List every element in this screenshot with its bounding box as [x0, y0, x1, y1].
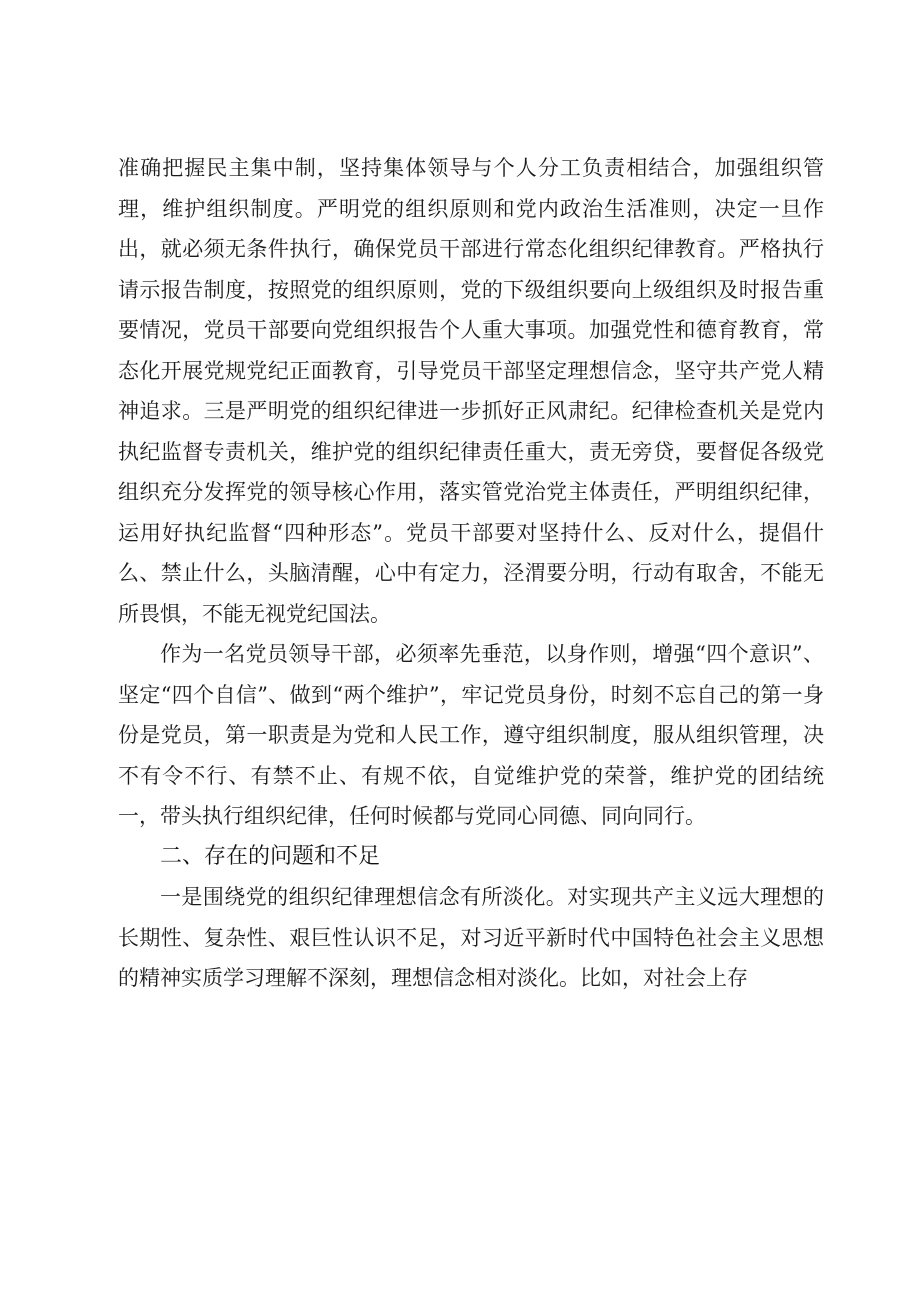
paragraph-party-leader: 作为一名党员领导干部，必须率先垂范，以身作则，增强“四个意识”、坚定“四个自信”、做到“两个维护”，牢记党员身份，时刻不忘自己的第一身份是党员，第一职责是为党和人民工作，遵守组织制度，服从组织管理，决不有令不行、有禁不止、有规不依，自觉维护党的荣誉，维护党的团结统一，带头执行组织纪律，任何时候都与党同心同德、同向同行。	[118, 642, 824, 828]
paragraph-continuation: 准确把握民主集中制，坚持集体领导与个人分工负责相结合，加强组织管理，维护组织制度。严明党的组织原则和党内政治生活准则，决定一旦作出，就必须无条件执行，确保党员干部进行常态化组织纪律教育。严格执行请示报告制度，按照党的组织原则，党的下级组织要向上级组织及时报告重要情况，党员干部要向党组织报告个人重大事项。加强党性和德育教育，常态化开展党规党纪正面教育，引导党员干部坚定理想信念，坚守共产党人精神追求。三是严明党的组织纪律进一步抓好正风肃纪。纪律检查机关是党内执纪监督专责机关，维护党的组织纪律责任重大，责无旁贷，要督促各级党组织充分发挥党的领导核心作用，落实管党治党主体责任，严明组织纪律，运用好执纪监督“四种形态”。党员干部要对坚持什么、反对什么，提倡什么、禁止什么，头脑清醒，心中有定力，泾渭要分明，行动有取舍，不能无所畏惧，不能无视党纪国法。	[118, 156, 824, 626]
paragraph-problems: 一是围绕党的组织纪律理想信念有所淡化。对实现共产主义远大理想的长期性、复杂性、艰巨性认识不足，对习近平新时代中国特色社会主义思想的精神实质学习理解不深刻，理想信念相对淡化。比如，对社会上存	[118, 885, 824, 990]
document-page	[118, 148, 824, 999]
section-heading: 二、存在的问题和不足	[160, 843, 381, 869]
